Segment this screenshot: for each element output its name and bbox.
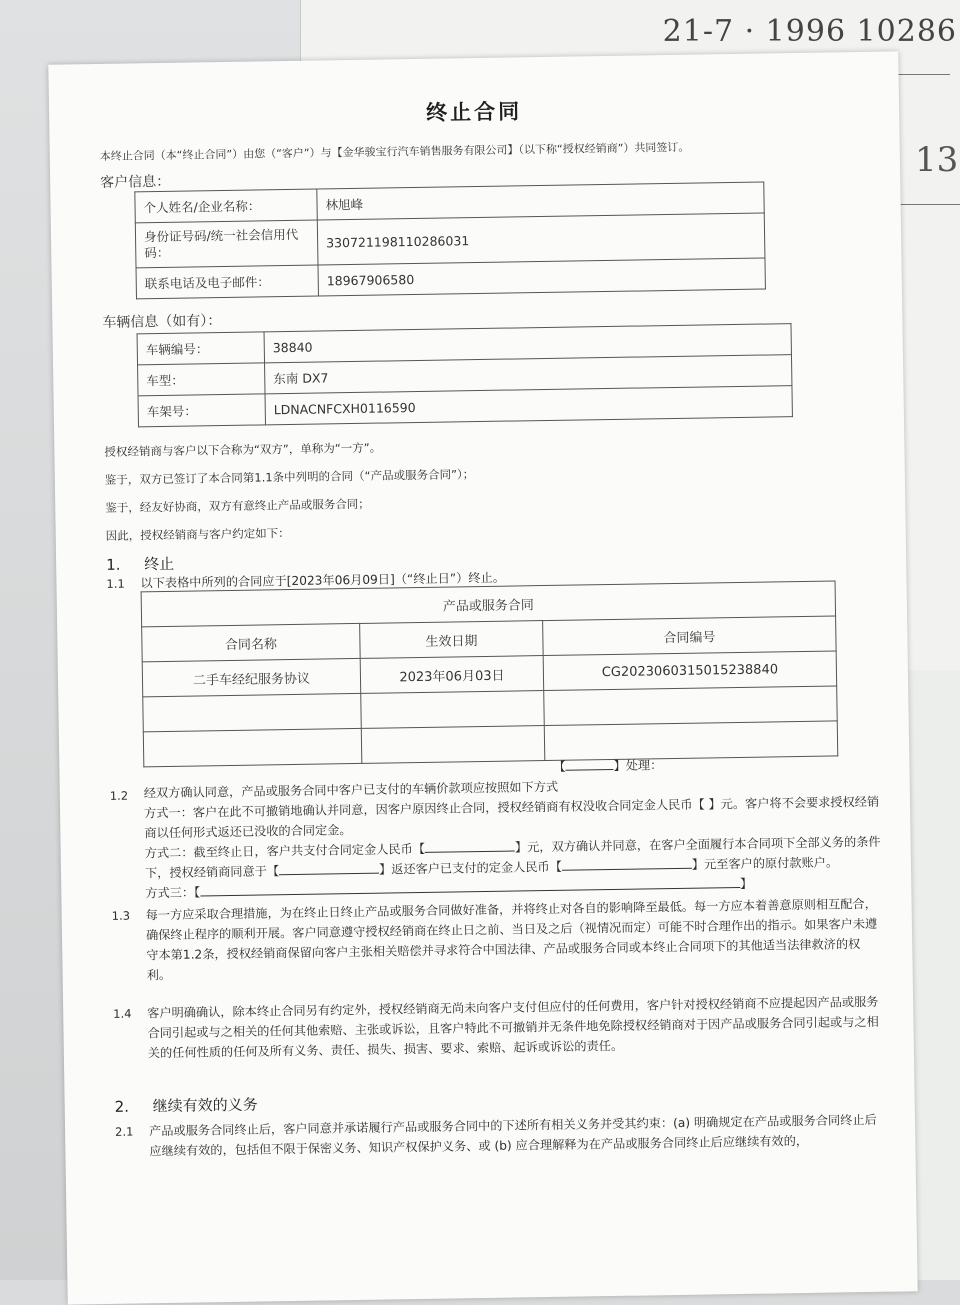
contract-page [48,51,917,1304]
customer-info-table [134,182,766,300]
clause-text: 客户明确确认，除本终止合同另有约定外，授权经销商无尚未向客户支付但应付的任何费用，客户针对授权经销商不应提起因产品或服务合同引起或与之相关的任何其他索赔、主张或诉讼，且客户特此不可撤销并无条件地免除授权经销商对于因产品或服务合同引起或与之相关的任何性质的任何及所有义务、责任、损失、损害、要求、索赔、起诉或诉讼的责任。 [147,994,879,1061]
option-2-text-b: 】元，双方确认并同意，在客户全面履行本合同项下全部义务的条件下，授权经销商同意于【 [144,834,881,881]
amount-blank[interactable] [425,851,515,853]
customer-name-value: 林旭峰 [317,182,764,220]
clause-number: 1.2 [109,788,129,803]
clause-lead-end: 】处理： [613,758,663,773]
clause-lead-bracket: 【 】处理： [553,758,663,774]
clause-number: 1.3 [111,908,131,923]
vehicle-model-value: 东南 DX7 [265,355,792,394]
option-3-end: 】 [740,876,753,891]
clause-2-1 [115,1110,886,1162]
vehicle-number-key: 车辆编号： [137,332,264,365]
document-title: 终止合同 [425,99,523,125]
section-1-heading [106,553,174,575]
customer-info-label: 客户信息： [100,173,171,191]
contracts-table [141,580,839,767]
option-1-text: 方式一：客户在此不可撤销地确认并同意，因客户原因终止合同，授权经销商有权没收合同定金人民币【 】元。客户将不会要求授权经销商以任何形式返还已没收的合同定金。 [143,794,880,841]
column-header: 合同名称 [142,623,361,661]
customer-contact-value: 18967906580 [318,258,765,296]
section-title: 继续有效的义务 [152,1095,258,1116]
therefore-paragraph: 因此，授权经销商与客户约定如下： [105,526,290,543]
whereas-paragraph-1: 鉴于，双方已签订了本合同第1.1条中列明的合同（“产品或服务合同”）； [104,467,475,487]
clause-1-3 [112,894,883,986]
clause-number: 1.1 [106,576,125,591]
option-2-text-c: 】返还客户已支付的定金人民币【 [378,859,562,877]
column-header: 生效日期 [360,621,544,659]
contract-name-cell: 二手车经纪服务协议 [142,658,361,696]
option-3-text: 方式三：【 [145,885,201,901]
section-number: 2. [114,1097,130,1116]
clause-1-4 [113,992,884,1064]
customer-name-key: 个人姓名/企业名称： [135,189,317,223]
customer-id-key: 身份证号码/统一社会信用代码： [135,220,318,268]
column-header: 合同编号 [543,616,837,656]
option-2-text-d: 】元至客户的原付款账户。 [691,855,839,872]
effective-date-cell: 2023年06月03日 [360,656,544,694]
vehicle-info-table [137,323,793,427]
clause-1-2 [109,752,881,904]
customer-contact-key: 联系电话及电子邮件： [136,265,318,299]
vehicle-number-value: 38840 [264,324,791,363]
section-2-heading [115,1094,258,1117]
clause-text: 每一方应采取合理措施，为在终止日终止产品或服务合同做好准备，并将终止对各自的影响降至最低。每一方应本着善意原则相互配合，确保终止程序的顺利开展。客户同意遵守授权经销商在终止日之前、当日及之后（视情况而定）可能不时合理作出的指示。如果客户未遵守本第1.2条，授权经销商保留向客户主张相关赔偿并寻求符合中国法律、产品或服务合同或本终止合同项下的其他适当法律救济的权利。 [145,896,878,983]
section-number: 1. [106,555,121,574]
section-title: 终止 [144,554,175,574]
date-blank[interactable] [279,873,379,876]
customer-id-value: 330721198110286031 [317,213,765,265]
vehicle-model-key: 车型： [138,363,265,396]
option-3-blank[interactable] [200,887,740,896]
vehicle-info-label: 车辆信息（如有）： [102,313,222,331]
table-header: 产品或服务合同 [141,581,835,627]
clause-text: 以下表格中所列的合同应于[2023年06月09日]（“终止日”）终止。 [140,570,506,591]
vehicle-vin-value: LDNACNFCXH0116590 [265,386,792,425]
whereas-paragraph-2: 鉴于，经友好协商，双方有意终止产品或服务合同； [105,496,370,515]
clause-lead-repeat: 经双方确认同意，产品或服务合同中客户已支付的车辆价款项应按照如下方式 [143,779,559,801]
handwritten-note: 21-7 · 1996 10286 [662,14,957,49]
vehicle-vin-key: 车架号： [138,394,265,427]
parties-paragraph: 授权经销商与客户以下合称为“双方”，单称为“一方”。 [104,440,382,459]
clause-number: 2.1 [114,1124,134,1139]
handwritten-mark: 13 [915,140,959,180]
clause-text: 产品或服务合同终止后，客户同意并承诺履行产品或服务合同中的下述所有相关义务并受其约束：(a) 明确规定在产品或服务合同终止后应继续有效的，包括但不限于保密义务、知识产权保护义务、或 (b) 应合理解释为在产品或服务合同终止后应继续有效的， [148,1112,877,1159]
intro-paragraph: 本终止合同（本“终止合同”）由您（“客户”）与【金华骏宝行汽车销售服务有限公司】（以下称“授权经销商”）共同签订。 [99,140,690,163]
refund-amount-blank[interactable] [562,868,692,871]
clause-number: 1.4 [113,1006,132,1021]
option-2-text-a: 方式二：截至终止日，客户共支付合同定金人民币【 [144,841,426,861]
clause-text-block [143,752,881,904]
contract-number-cell: CG2023060315015238840 [543,651,837,691]
